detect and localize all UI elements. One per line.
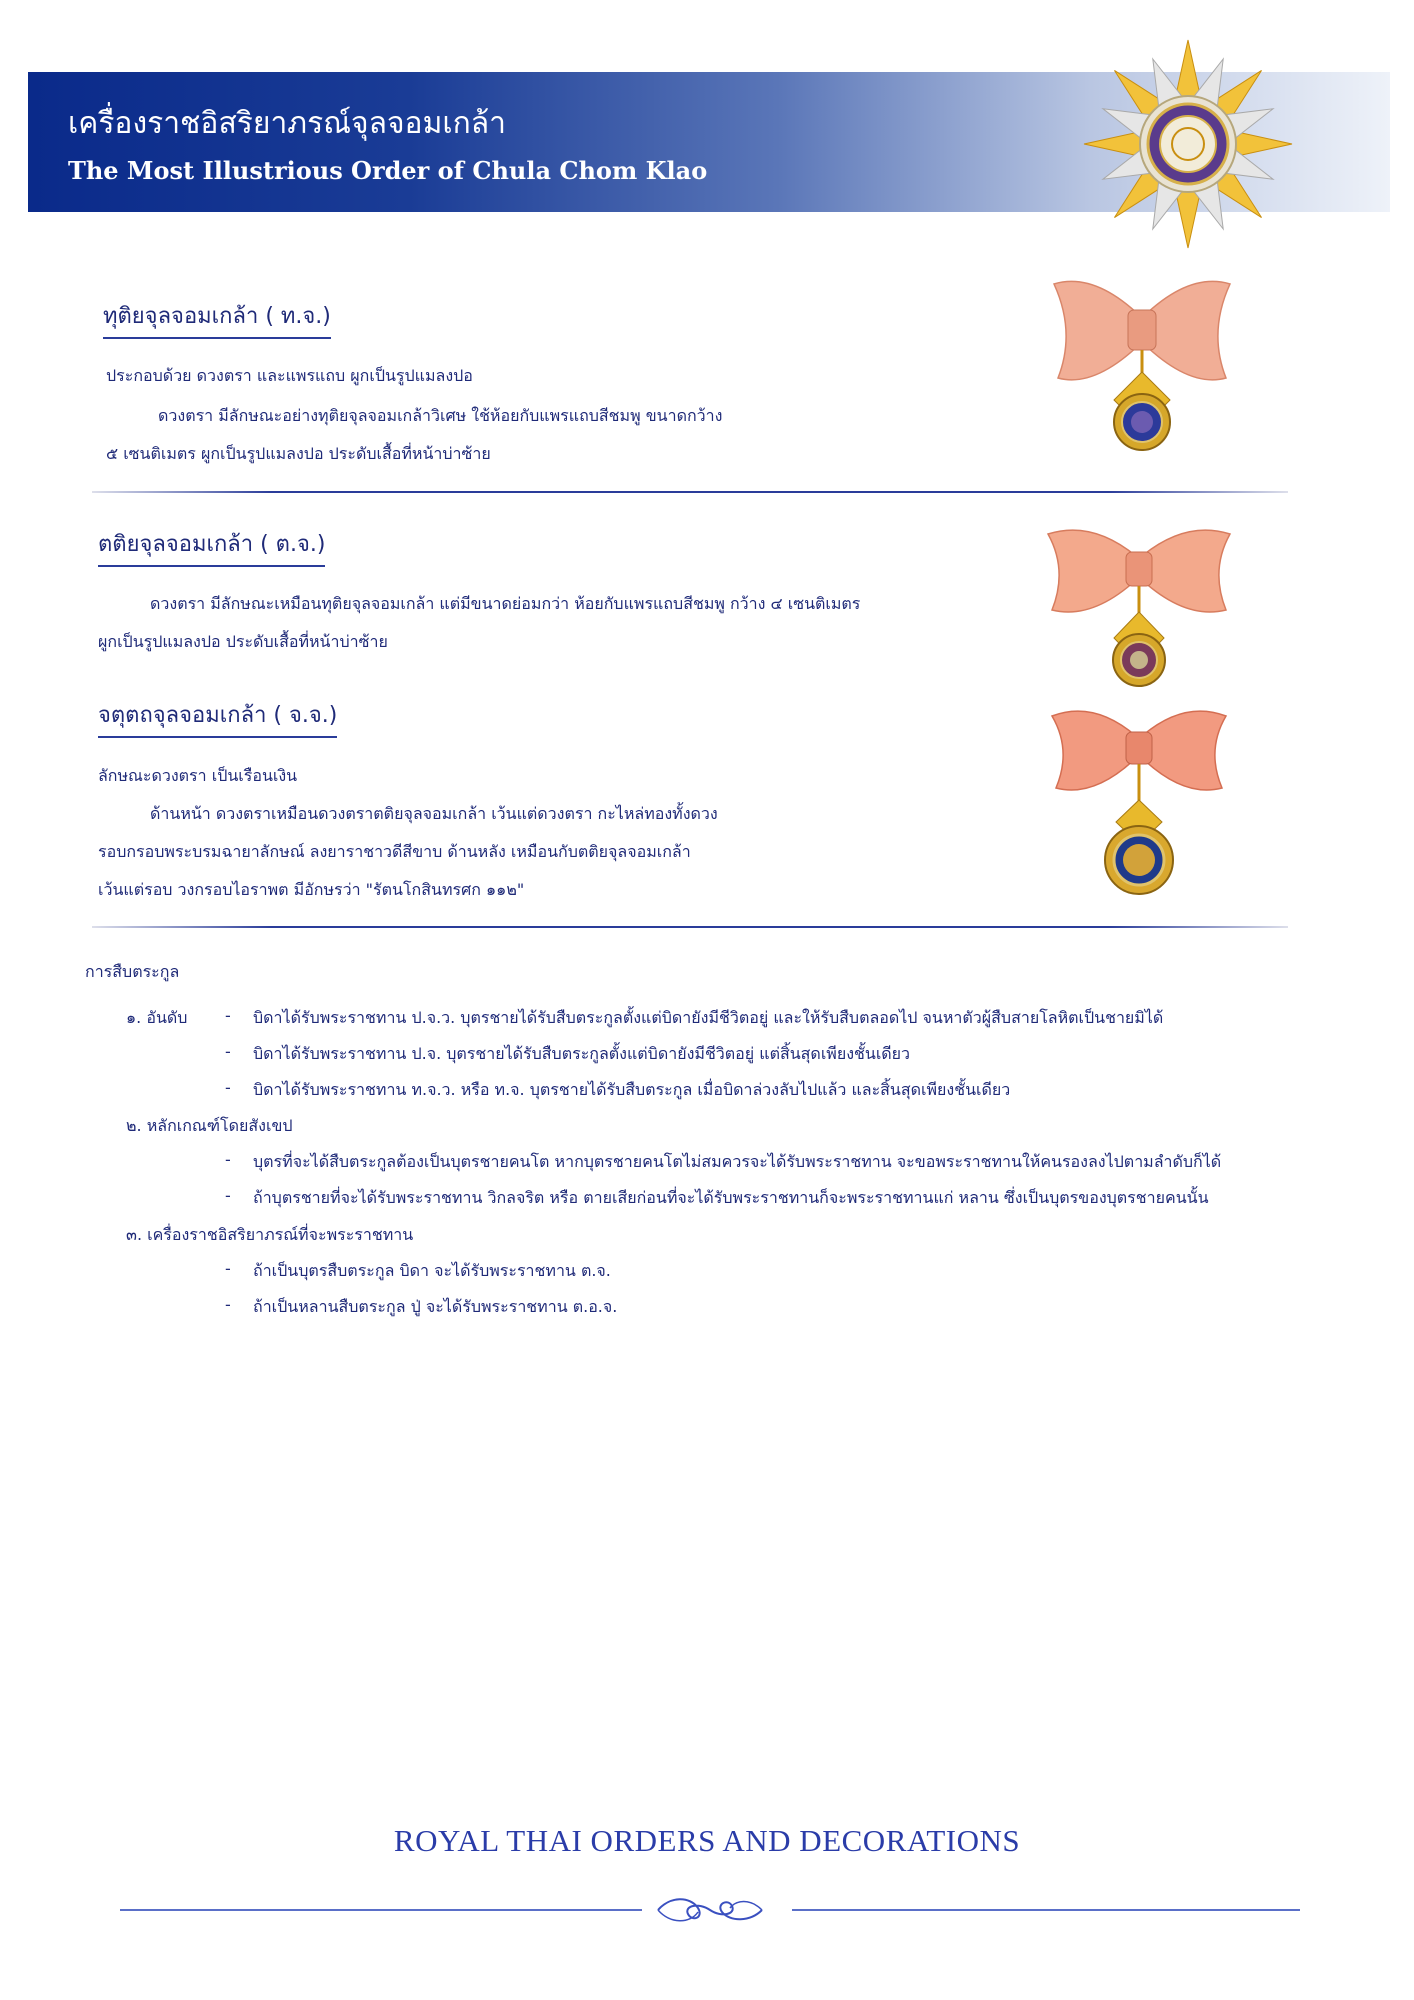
section-text: ดวงตรา มีลักษณะอย่างทุติยจุลจอมเกล้าวิเศษ ใช้ห้อยกับแพรแถบสีชมพู ขนาดกว้าง <box>158 406 723 425</box>
footer-title: ROYAL THAI ORDERS AND DECORATIONS <box>393 1823 1021 1858</box>
bullet-dash: - <box>225 1259 231 1278</box>
succession-item-label: ๑. อันดับ <box>126 1008 188 1027</box>
page-title-english: The Most Illustrious Order of Chula Chom Klao <box>68 156 708 185</box>
order-star-icon <box>1082 38 1294 250</box>
medal-ribbon-icon <box>1040 520 1238 710</box>
section-text: เว้นแต่รอบ วงกรอบไอราพต มีอักษรว่า "รัตนโกสินทรศก ๑๑๒" <box>98 880 525 899</box>
succession-bullet: ถ้าเป็นหลานสืบตระกูล ปู่ จะได้รับพระราชทาน ต.อ.จ. <box>253 1297 618 1316</box>
succession-bullet: ถ้าบุตรชายที่จะได้รับพระราชทาน วิกลจริต หรือ ตายเสียก่อนที่จะได้รับพระราชทานก็จะพระราชทานแก่ หลาน ซึ่งเป็นบุตรของบุตรชายคนนั้น <box>253 1188 1209 1207</box>
section-text: ๕ เซนติเมตร ผูกเป็นรูปแมลงปอ ประดับเสื้อที่หน้าบ่าซ้าย <box>106 444 491 463</box>
succession-bullet: บิดาได้รับพระราชทาน ป.จ.ว. บุตรชายได้รับสืบตระกูลตั้งแต่บิดายังมีชีวิตอยู่ และให้รับสืบตลอดไป จนหาตัวผู้สืบสายโลหิตเป็นชายมิได้ <box>253 1008 1164 1027</box>
ornament-scroll-icon <box>650 1892 770 1928</box>
section-text: ลักษณะดวงตรา เป็นเรือนเงิน <box>98 766 298 785</box>
succession-item-label: ๒. หลักเกณฑ์โดยสังเขป <box>126 1116 293 1135</box>
bullet-dash: - <box>225 1042 231 1061</box>
bullet-dash: - <box>225 1150 231 1169</box>
succession-item-label: ๓. เครื่องราชอิสริยาภรณ์ที่จะพระราชทาน <box>126 1225 414 1244</box>
succession-bullet: บิดาได้รับพระราชทาน ท.จ.ว. หรือ ท.จ. บุตรชายได้รับสืบตระกูล เมื่อบิดาล่วงลับไปแล้ว และสิ้นสุดเพียงชั้นเดียว <box>253 1080 1011 1099</box>
medal-ribbon-icon <box>1046 700 1232 906</box>
section-text: ด้านหน้า ดวงตราเหมือนดวงตราตติยจุลจอมเกล้า เว้นแต่ดวงตรา กะไหล่ทองทั้งดวง <box>150 804 718 823</box>
bullet-dash: - <box>225 1186 231 1205</box>
footer-rule-left <box>120 1909 642 1911</box>
section-title-second-class: ทุติยจุลจอมเกล้า ( ท.จ.) <box>103 298 331 339</box>
succession-bullet: บิดาได้รับพระราชทาน ป.จ. บุตรชายได้รับสืบตระกูลตั้งแต่บิดายังมีชีวิตอยู่ แต่สิ้นสุดเพียงชั้นเดียว <box>253 1044 911 1063</box>
succession-heading: การสืบตระกูล <box>85 962 180 981</box>
bullet-dash: - <box>225 1078 231 1097</box>
medal-ribbon-icon <box>1044 272 1240 472</box>
section-divider <box>92 926 1288 928</box>
section-text: รอบกรอบพระบรมฉายาลักษณ์ ลงยาราชาวดีสีขาบ ด้านหลัง เหมือนกับตติยจุลจอมเกล้า <box>98 842 691 861</box>
succession-bullet: บุตรที่จะได้สืบตระกูลต้องเป็นบุตรชายคนโต หากบุตรชายคนโตไม่สมควรจะได้รับพระราชทาน จะขอพระราชทานให้คนรองลงไปตามลำดับก็ได้ <box>253 1152 1222 1171</box>
bullet-dash: - <box>225 1295 231 1314</box>
section-divider <box>92 491 1288 493</box>
bullet-dash: - <box>225 1006 231 1025</box>
section-text: ดวงตรา มีลักษณะเหมือนทุติยจุลจอมเกล้า แต่มีขนาดย่อมกว่า ห้อยกับแพรแถบสีชมพู กว้าง ๔ เซนติเมตร <box>150 594 861 613</box>
section-title-fourth-class: จตุตถจุลจอมเกล้า ( จ.จ.) <box>98 697 337 738</box>
page-title-thai: เครื่องราชอิสริยาภรณ์จุลจอมเกล้า <box>68 106 506 141</box>
section-title-third-class: ตติยจุลจอมเกล้า ( ต.จ.) <box>98 526 325 567</box>
succession-bullet: ถ้าเป็นบุตรสืบตระกูล บิดา จะได้รับพระราชทาน ต.จ. <box>253 1261 611 1280</box>
footer-rule-right <box>792 1909 1300 1911</box>
section-text: ผูกเป็นรูปแมลงปอ ประดับเสื้อที่หน้าบ่าซ้าย <box>98 632 388 651</box>
section-text: ประกอบด้วย ดวงตรา และแพรแถบ ผูกเป็นรูปแมลงปอ <box>106 366 473 385</box>
